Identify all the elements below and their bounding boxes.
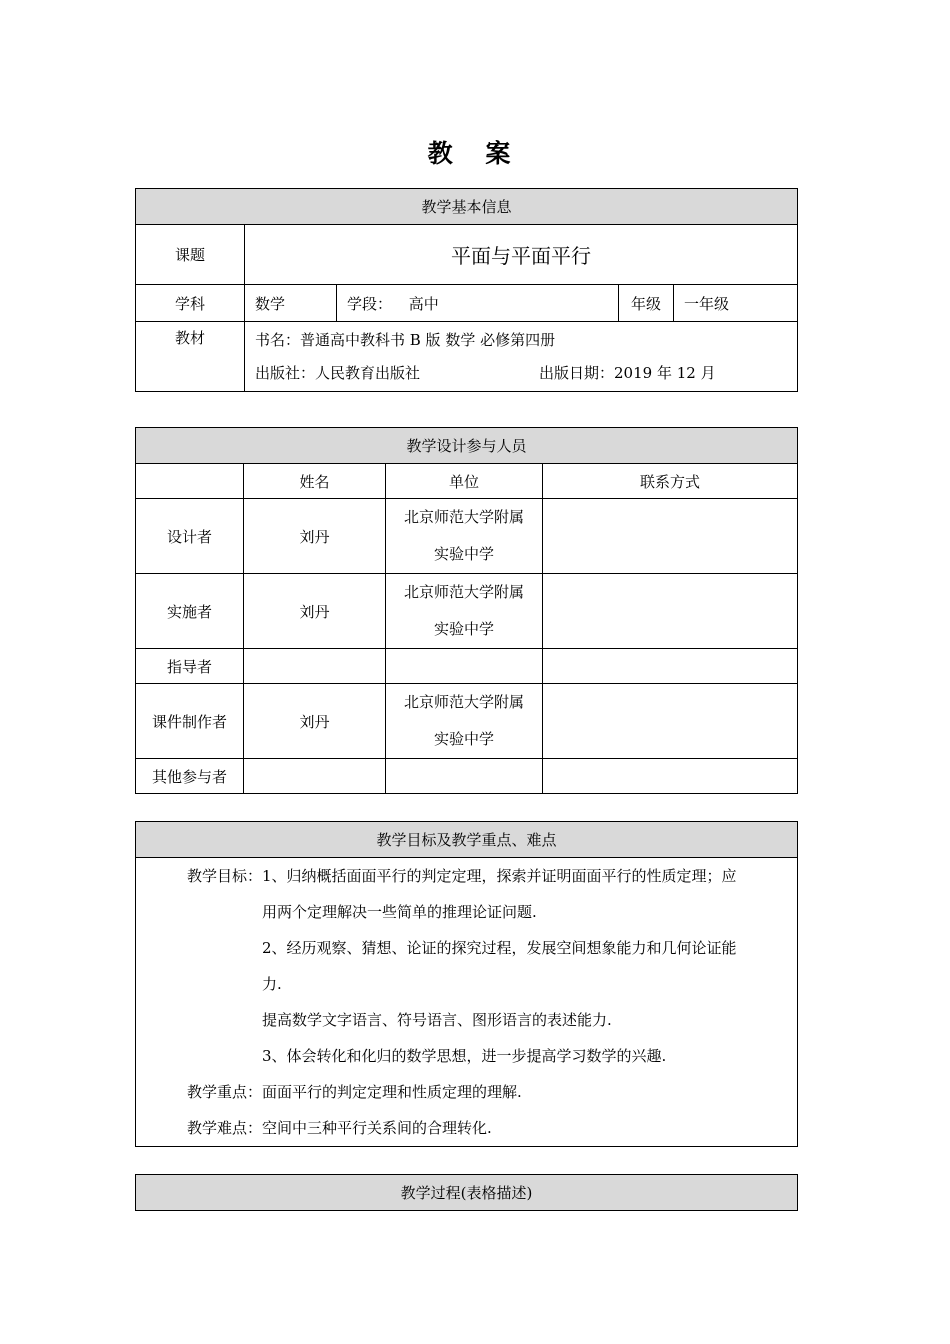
table-row — [136, 684, 798, 759]
unit-cell — [386, 649, 543, 684]
unit-line: 北京师范大学附属 — [403, 583, 524, 601]
contact-cell — [543, 574, 798, 649]
grade-value: 一年级 — [674, 285, 798, 322]
col-unit-header: 单位 — [386, 464, 543, 499]
contact-cell — [543, 499, 798, 574]
unit-line: 北京师范大学附属 — [403, 693, 524, 711]
stage-cell — [337, 285, 619, 322]
basic-info-table — [135, 188, 798, 392]
basic-info-header: 教学基本信息 — [136, 189, 798, 225]
textbook-cell — [245, 322, 798, 392]
people-table — [135, 427, 798, 794]
textbook-publisher-line — [255, 356, 797, 390]
unit-line: 实验中学 — [433, 730, 494, 748]
goal-text: 提高数学文字语言、符号语言、图形语言的表述能力. — [262, 1011, 612, 1029]
unit-cell — [386, 684, 543, 759]
table-row — [136, 649, 798, 684]
role-cell: 指导者 — [136, 649, 244, 684]
page-title: 教 案 — [427, 139, 523, 168]
role-cell: 课件制作者 — [136, 684, 244, 759]
topic-value: 平面与平面平行 — [245, 225, 798, 285]
table-row — [136, 759, 798, 794]
unit-cell — [386, 499, 543, 574]
unit-cell — [386, 759, 543, 794]
col-contact-header: 联系方式 — [543, 464, 798, 499]
people-corner-cell — [136, 464, 244, 499]
goal-text: 力. — [262, 975, 282, 993]
unit-line: 北京师范大学附属 — [403, 508, 524, 526]
goals-header: 教学目标及教学重点、难点 — [136, 822, 798, 858]
name-cell: 刘丹 — [244, 499, 386, 574]
goal-text: 用两个定理解决一些简单的推理论证问题. — [262, 903, 537, 921]
textbook-label: 教材 — [136, 322, 245, 392]
textbook-book-line: 书名：普通高中教科书 B 版 数学 必修第四册 — [255, 330, 556, 349]
topic-label: 课题 — [136, 225, 245, 285]
goals-content — [136, 858, 798, 1147]
name-cell — [244, 649, 386, 684]
name-cell: 刘丹 — [244, 684, 386, 759]
goal-row — [136, 858, 797, 894]
goal-label: 教学目标： — [186, 867, 262, 885]
difficulty-text: 空间中三种平行关系间的合理转化. — [262, 1119, 492, 1137]
name-cell: 刘丹 — [244, 574, 386, 649]
stage-value: 高中 — [408, 294, 439, 313]
stage-label: 学段： — [347, 294, 393, 313]
unit-cell — [386, 574, 543, 649]
role-cell: 实施者 — [136, 574, 244, 649]
role-cell: 其他参与者 — [136, 759, 244, 794]
unit-line: 实验中学 — [433, 620, 494, 638]
key-point-label: 教学重点： — [186, 1083, 262, 1101]
difficulty-label: 教学难点： — [186, 1119, 262, 1137]
goal-text: 3、体会转化和化归的数学思想，进一步提高学习数学的兴趣. — [262, 1047, 667, 1065]
col-name-header: 姓名 — [244, 464, 386, 499]
table-row — [136, 574, 798, 649]
table-row — [136, 499, 798, 574]
grade-label: 年级 — [619, 285, 674, 322]
contact-cell — [543, 684, 798, 759]
name-cell — [244, 759, 386, 794]
unit-line: 实验中学 — [433, 545, 494, 563]
role-cell: 设计者 — [136, 499, 244, 574]
key-point-text: 面面平行的判定定理和性质定理的理解. — [262, 1083, 522, 1101]
process-table — [135, 1174, 798, 1211]
goals-table — [135, 821, 798, 1147]
textbook-publisher: 出版社：人民教育出版社 — [255, 363, 421, 382]
subject-label: 学科 — [136, 285, 245, 322]
textbook-pub-date: 出版日期：2019 年 12 月 — [539, 363, 716, 382]
contact-cell — [543, 649, 798, 684]
subject-value: 数学 — [245, 285, 337, 322]
key-point-row — [136, 1074, 797, 1110]
people-header: 教学设计参与人员 — [136, 428, 798, 464]
contact-cell — [543, 759, 798, 794]
goal-text: 2、经历观察、猜想、论证的探究过程，发展空间想象能力和几何论证能 — [262, 939, 737, 957]
difficulty-row — [136, 1110, 797, 1146]
goal-text: 1、归纳概括面面平行的判定定理，探索并证明面面平行的性质定理；应 — [262, 867, 737, 885]
process-header: 教学过程(表格描述) — [136, 1175, 798, 1211]
